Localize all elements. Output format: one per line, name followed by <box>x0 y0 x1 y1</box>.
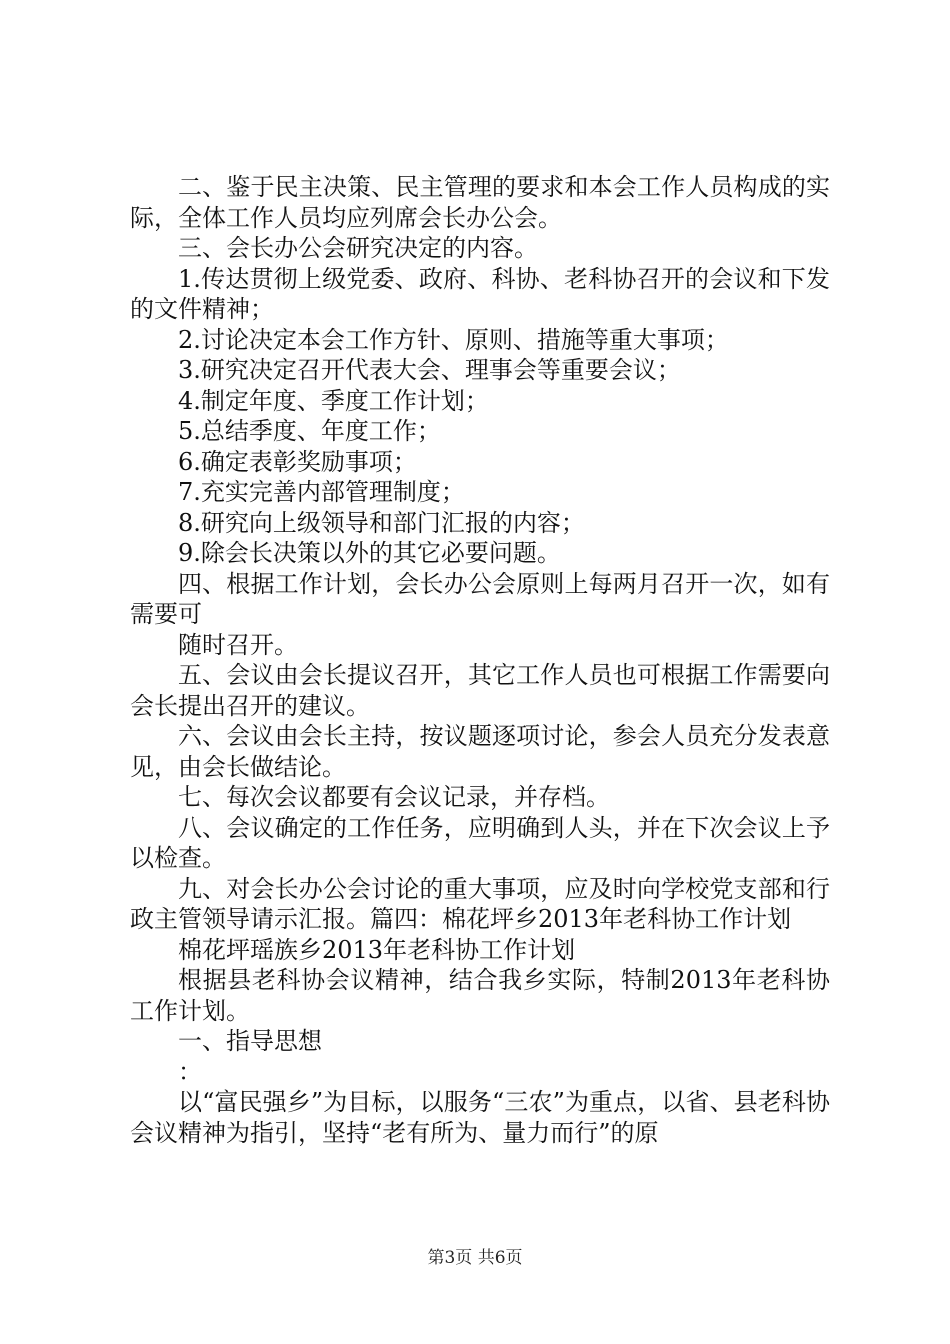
paragraph: 2.讨论决定本会工作方针、原则、措施等重大事项； <box>178 325 729 354</box>
paragraph: 六、会议由会长主持，按议题逐项讨论，参会人员充分发表意见，由会长做结论。 <box>130 722 830 781</box>
paragraph: 4.制定年度、季度工作计划； <box>178 386 489 415</box>
paragraph: 随时召开。 <box>178 630 298 659</box>
paragraph: 7.充实完善内部管理制度； <box>178 478 465 506</box>
paragraph: 七、每次会议都要有会议记录，并存档。 <box>178 783 610 811</box>
paragraph: 6.确定表彰奖励事项； <box>178 447 417 476</box>
paragraph: 1.传达贯彻上级党委、政府、科协、老科协召开的会议和下发的文件精神； <box>130 264 830 323</box>
paragraph: 三、会长办公会研究决定的内容。 <box>178 234 538 262</box>
paragraph: 9.除会长决策以外的其它必要问题。 <box>178 539 561 567</box>
paragraph: 八、会议确定的工作任务，应明确到人头，并在下次会议上予以检查。 <box>130 813 830 872</box>
paragraph: 一、指导思想 <box>178 1027 322 1055</box>
page-number-footer: 第3页 共6页 <box>427 1248 523 1268</box>
paragraph: 根据县老科协会议精神，结合我乡实际，特制2013年老科协工作计划。 <box>130 966 830 1025</box>
paragraph: 5.总结季度、年度工作； <box>178 417 441 445</box>
paragraph: ： <box>178 1057 202 1086</box>
paragraph: 3.研究决定召开代表大会、理事会等重要会议； <box>178 356 681 384</box>
paragraph: 棉花坪瑶族乡2013年老科协工作计划 <box>178 935 576 964</box>
document-body <box>130 172 830 1148</box>
paragraph: 以“富民强乡”为目标，以服务“三农”为重点，以省、县老科协会议精神为指引，坚持“老有所为、量力而行”的原 <box>130 1088 830 1147</box>
paragraph: 8.研究向上级领导和部门汇报的内容； <box>178 508 585 537</box>
paragraph: 二、鉴于民主决策、民主管理的要求和本会工作人员构成的实际，全体工作人员均应列席会长办公会。 <box>130 173 830 232</box>
paragraph: 九、对会长办公会讨论的重大事项，应及时向学校党支部和行政主管领导请示汇报。篇四：棉花坪乡2013年老科协工作计划 <box>130 874 830 933</box>
paragraph: 五、会议由会长提议召开，其它工作人员也可根据工作需要向会长提出召开的建议。 <box>130 661 830 720</box>
paragraph: 四、根据工作计划，会长办公会原则上每两月召开一次，如有需要可 <box>130 569 830 628</box>
